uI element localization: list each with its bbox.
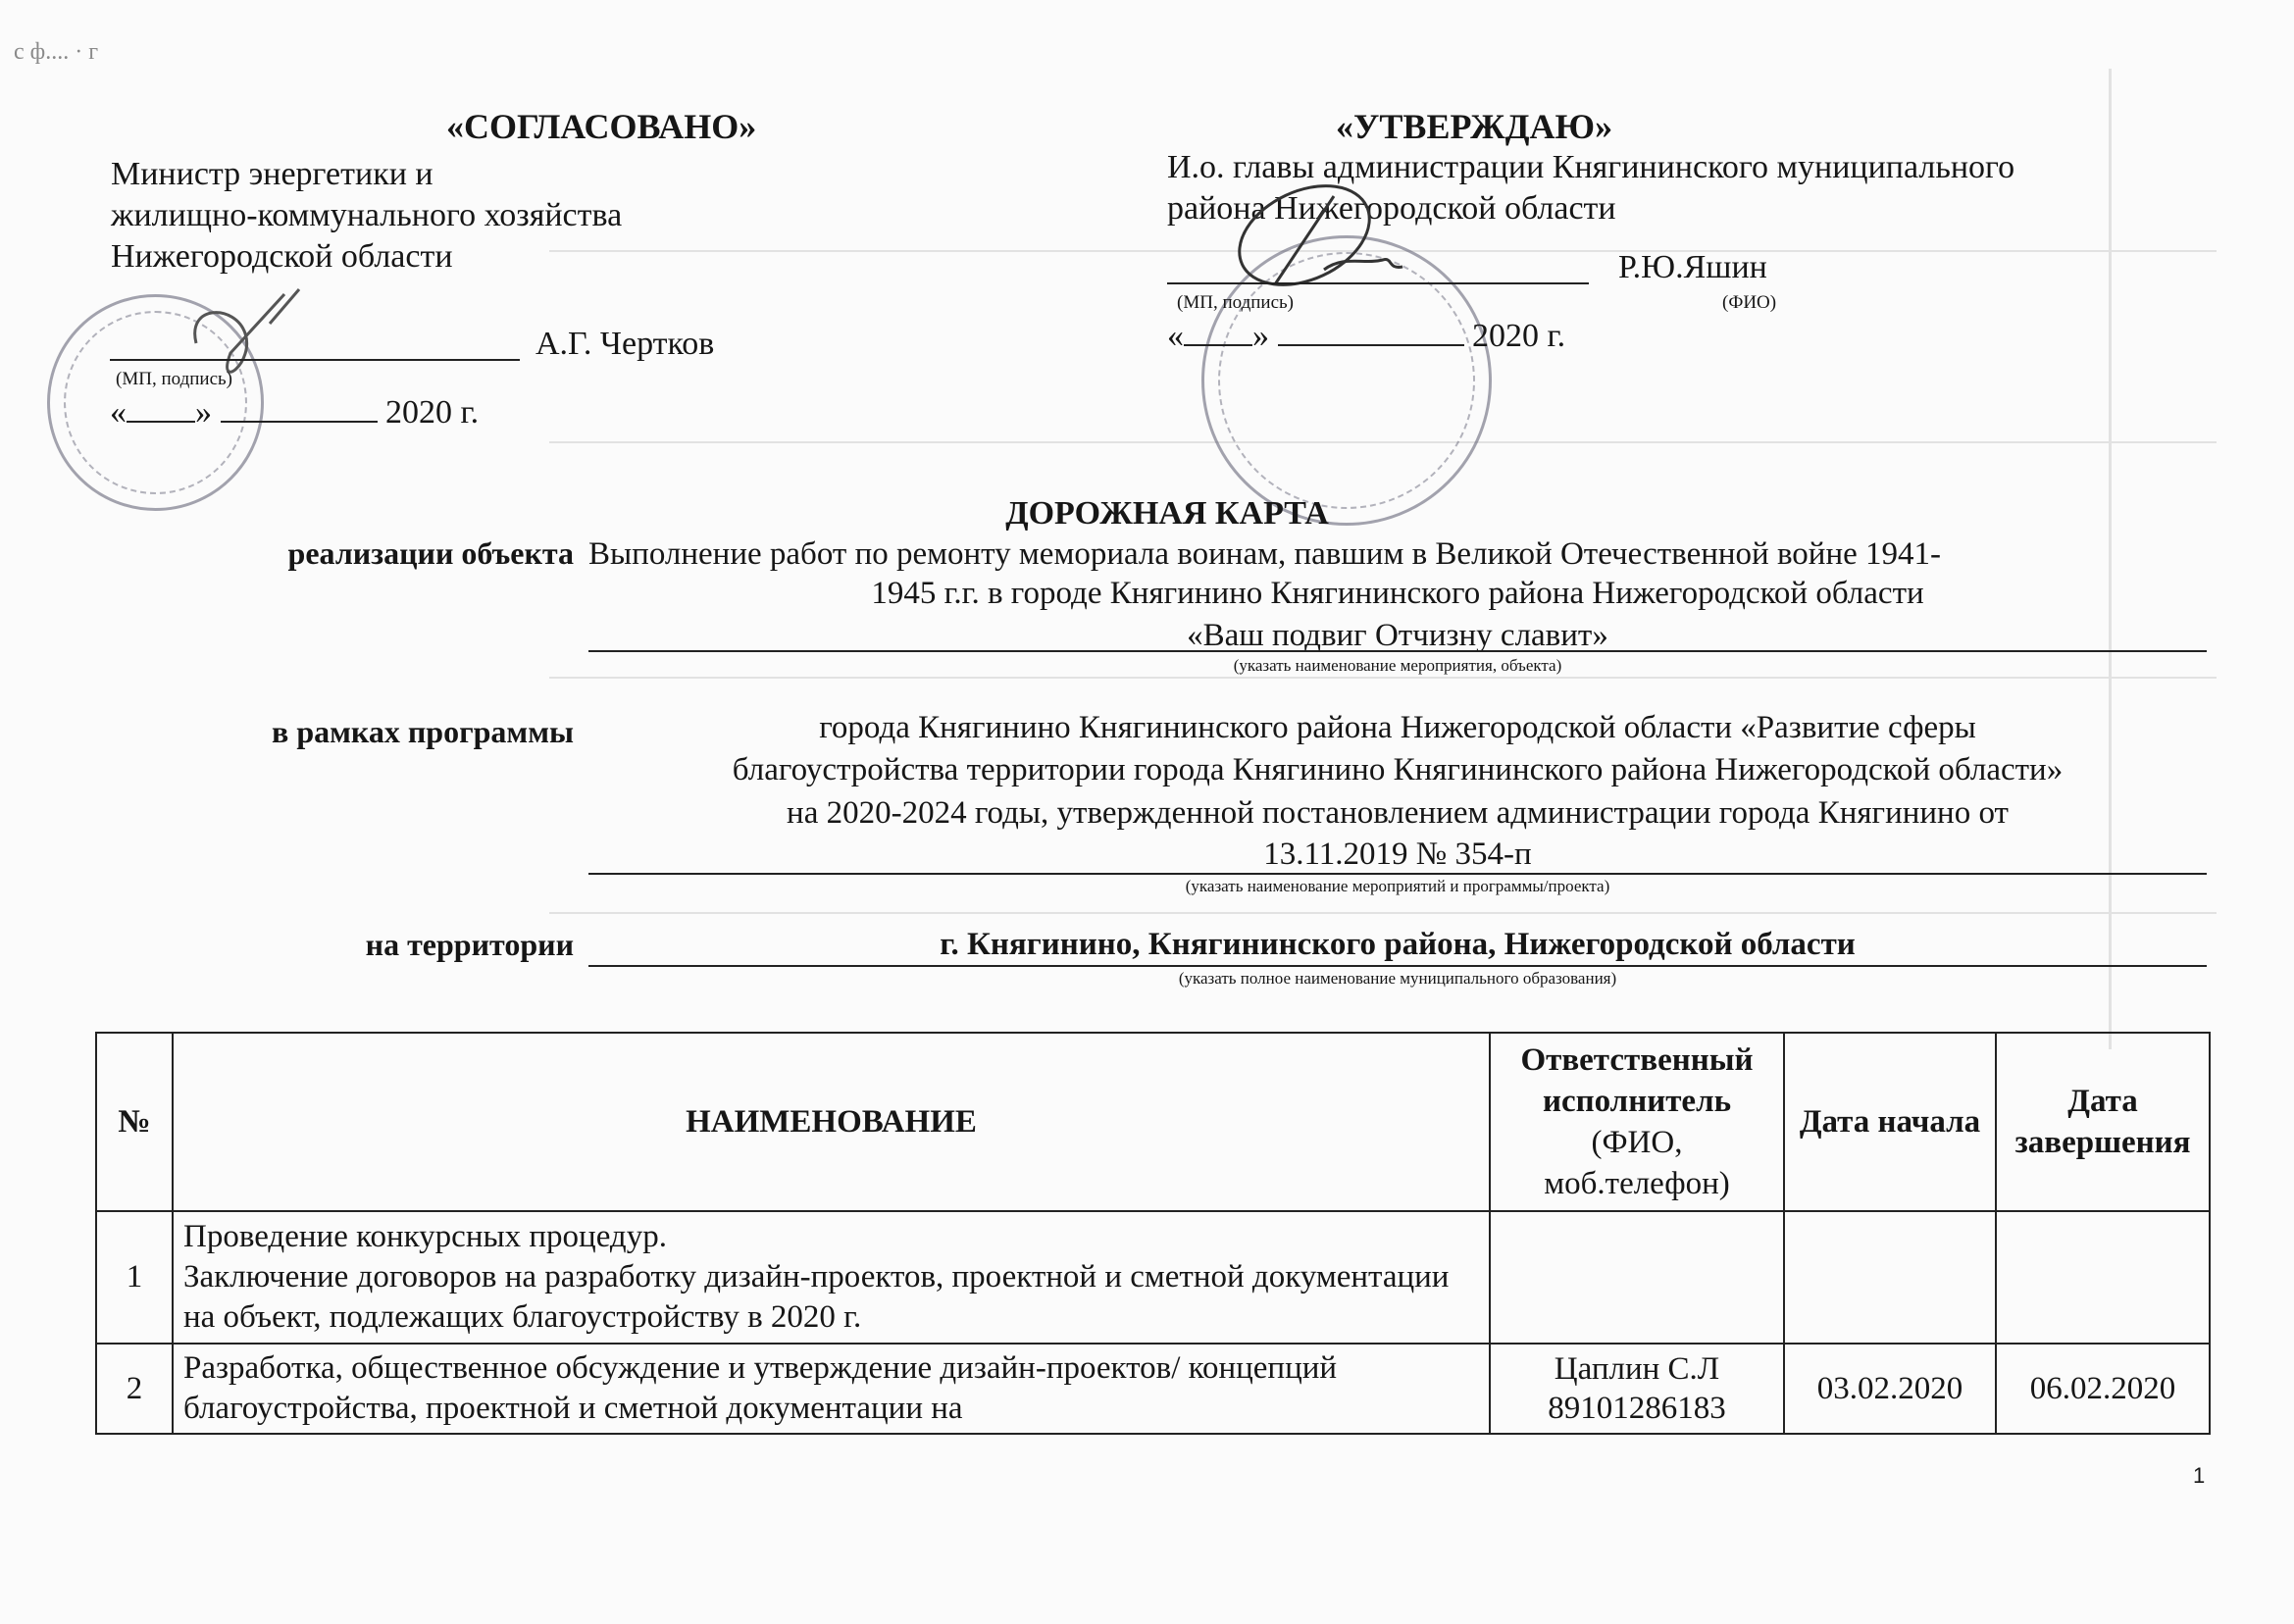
table-row — [96, 1211, 2210, 1344]
agreed-signature-line — [110, 359, 520, 361]
territory-value: г. Княгинино, Княгининского района, Нижегородской области — [940, 927, 1856, 962]
header-start-date: Дата начала — [1784, 1033, 1996, 1211]
approved-date — [1167, 316, 1565, 357]
approved-position-line: И.о. главы администрации Княгининского муниципального — [1167, 149, 2015, 185]
program-line: 13.11.2019 № 354-п — [1263, 837, 1532, 872]
approved-heading: «УТВЕРЖДАЮ» — [1336, 107, 1613, 146]
row-executor — [1490, 1211, 1784, 1344]
date-quote-open: « — [1167, 318, 1184, 354]
row-end-date — [1996, 1211, 2210, 1344]
territory-label: на территории — [365, 927, 574, 962]
row-name-line: Заключение договоров на разработку дизайн-проектов, проектной и сметной документации на объект, подлежащих благоустройству в 2020 г. — [183, 1259, 1450, 1335]
executor-name: Цаплин С.Л — [1554, 1351, 1720, 1387]
agreed-signatory: А.Г. Чертков — [535, 326, 715, 362]
agreed-position-line: жилищно-коммунального хозяйства — [111, 197, 623, 233]
header-number: № — [96, 1033, 173, 1211]
approved-signatory: Р.Ю.Яшин — [1618, 249, 1767, 285]
header-end-date: Дата завершения — [1996, 1033, 2210, 1211]
approved-signature-line — [1167, 282, 1589, 284]
agreed-heading: «СОГЛАСОВАНО» — [446, 107, 757, 146]
approved-position-line: района Нижегородской области — [1167, 190, 1616, 227]
agreed-position-line: Министр энергетики и — [111, 156, 433, 192]
date-quote-open: « — [110, 394, 127, 431]
bleed-through-line — [549, 677, 2217, 679]
header-executor-title: Ответственный исполнитель — [1520, 1042, 1754, 1119]
agreed-position — [111, 154, 622, 278]
header-executor — [1490, 1033, 1784, 1211]
approved-year: 2020 г. — [1472, 318, 1566, 354]
bleed-through-line — [549, 912, 2217, 914]
document-title: ДОРОЖНАЯ КАРТА — [1005, 495, 1329, 532]
object-line: Выполнение работ по ремонту мемориала воинам, павшим в Великой Отечественной войне 1941- — [588, 536, 1942, 572]
row-name — [173, 1211, 1490, 1344]
object-line: 1945 г.г. в городе Княгинино Княгининского района Нижегородской области — [871, 576, 1924, 611]
table-header-row — [96, 1033, 2210, 1211]
corner-scribble: с ф.... · г — [14, 39, 99, 65]
agreed-year: 2020 г. — [385, 394, 480, 431]
executor-phone: 89101286183 — [1548, 1391, 1726, 1426]
object-underline — [588, 650, 2207, 652]
approved-name-hint: (ФИО) — [1722, 292, 1777, 313]
object-line: «Ваш подвиг Отчизну славит» — [1187, 618, 1608, 653]
row-number: 2 — [96, 1344, 173, 1434]
row-name — [173, 1344, 1490, 1434]
row-start-date: 03.02.2020 — [1784, 1344, 1996, 1434]
program-hint: (указать наименование мероприятий и программы/проекта) — [1185, 877, 1610, 895]
object-label: реализации объекта — [287, 535, 574, 571]
row-executor — [1490, 1344, 1784, 1434]
program-underline — [588, 873, 2207, 875]
row-number: 1 — [96, 1211, 173, 1344]
territory-underline — [588, 965, 2207, 967]
roadmap-table — [95, 1032, 2211, 1435]
date-quote-close: » — [1252, 318, 1269, 354]
header-executor-details: (ФИО, моб.телефон) — [1544, 1125, 1730, 1201]
program-line: благоустройства территории города Княгинино Княгининского района Нижегородской области» — [732, 752, 2064, 787]
program-line: города Княгинино Княгининского района Нижегородской области «Развитие сферы — [819, 710, 1976, 745]
territory-hint: (указать полное наименование муниципального образования) — [1178, 969, 1617, 988]
page-number: 1 — [2193, 1463, 2206, 1488]
agreed-stamp-hint: (МП, подпись) — [116, 369, 232, 389]
program-line: на 2020-2024 годы, утвержденной постановлением администрации города Княгинино от — [787, 795, 2009, 831]
row-start-date — [1784, 1211, 1996, 1344]
agreed-position-line: Нижегородской области — [111, 238, 453, 275]
row-name-line: Разработка, общественное обсуждение и утверждение дизайн-проектов/ концепций благоустройства, проектной и сметной документации на — [183, 1350, 1338, 1426]
program-label: в рамках программы — [272, 714, 574, 749]
table-row — [96, 1344, 2210, 1434]
row-name-line: Проведение конкурсных процедур. — [183, 1219, 667, 1254]
object-hint: (указать наименование мероприятия, объекта) — [1233, 656, 1562, 675]
agreed-date — [110, 392, 479, 433]
row-end-date: 06.02.2020 — [1996, 1344, 2210, 1434]
header-name: НАИМЕНОВАНИЕ — [173, 1033, 1490, 1211]
date-quote-close: » — [195, 394, 212, 431]
approved-stamp-hint: (МП, подпись) — [1177, 292, 1294, 313]
